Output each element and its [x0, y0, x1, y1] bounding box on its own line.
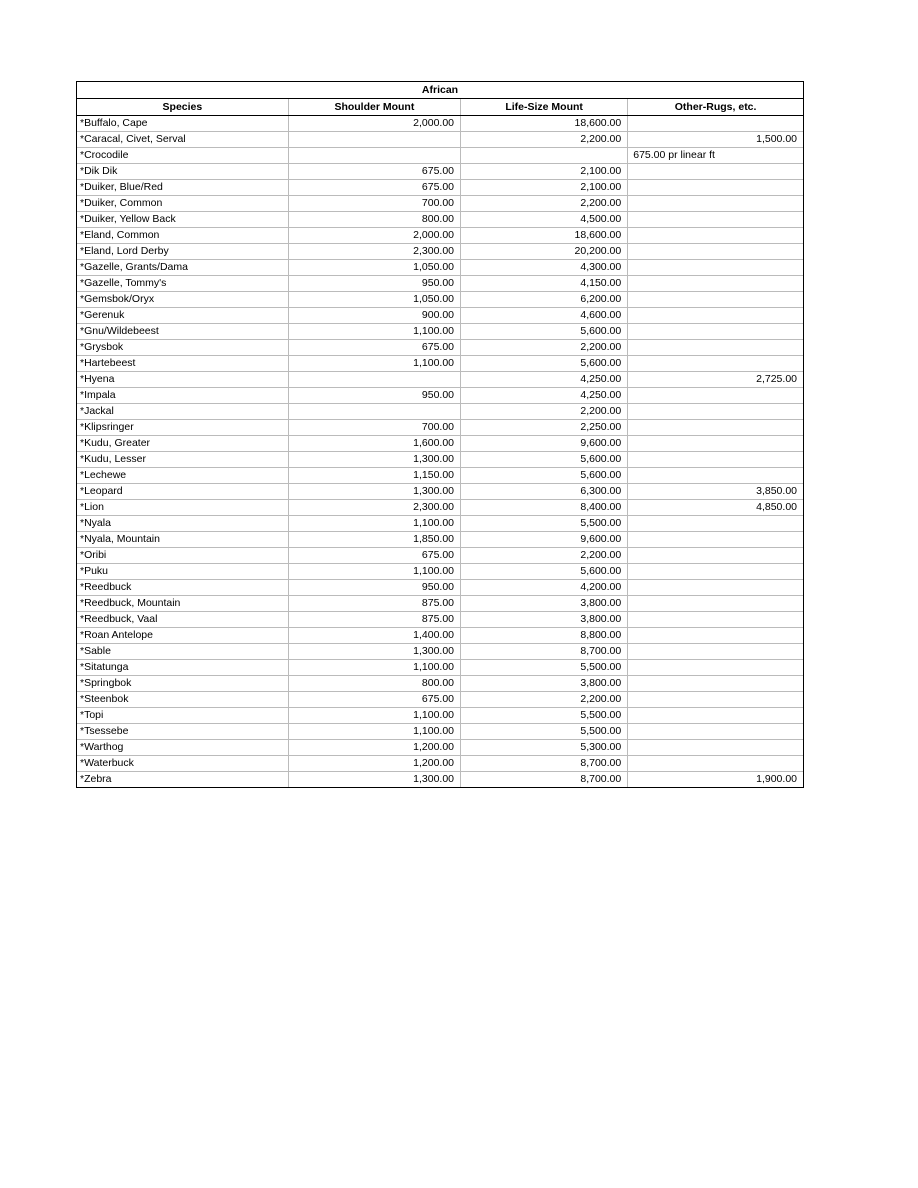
shoulder-mount-cell: 1,150.00 [288, 468, 460, 484]
life-size-mount-cell: 4,600.00 [461, 308, 628, 324]
shoulder-mount-cell: 1,300.00 [288, 772, 460, 788]
life-size-mount-cell: 5,600.00 [461, 468, 628, 484]
price-table-container [76, 81, 804, 788]
table-row [77, 484, 803, 500]
shoulder-mount-cell: 675.00 [288, 548, 460, 564]
other-rugs-cell [628, 244, 803, 260]
species-cell: *Kudu, Greater [77, 436, 288, 452]
other-rugs-cell: 4,850.00 [628, 500, 803, 516]
other-rugs-cell [628, 644, 803, 660]
table-row [77, 740, 803, 756]
shoulder-mount-cell: 800.00 [288, 212, 460, 228]
species-cell: *Jackal [77, 404, 288, 420]
species-cell: *Gerenuk [77, 308, 288, 324]
species-cell: *Reedbuck, Vaal [77, 612, 288, 628]
table-row [77, 612, 803, 628]
other-rugs-cell: 675.00 pr linear ft [628, 148, 803, 164]
other-rugs-cell [628, 260, 803, 276]
table-row [77, 580, 803, 596]
shoulder-mount-cell: 875.00 [288, 596, 460, 612]
table-row [77, 628, 803, 644]
table-row [77, 452, 803, 468]
life-size-mount-cell: 6,200.00 [461, 292, 628, 308]
table-row [77, 436, 803, 452]
species-cell: *Hartebeest [77, 356, 288, 372]
other-rugs-cell [628, 196, 803, 212]
shoulder-mount-cell [288, 404, 460, 420]
table-row [77, 356, 803, 372]
species-cell: *Puku [77, 564, 288, 580]
shoulder-mount-cell: 1,400.00 [288, 628, 460, 644]
table-row [77, 292, 803, 308]
life-size-mount-cell: 8,700.00 [461, 756, 628, 772]
other-rugs-cell [628, 628, 803, 644]
shoulder-mount-cell: 950.00 [288, 388, 460, 404]
life-size-mount-cell: 5,600.00 [461, 452, 628, 468]
other-rugs-cell [628, 116, 803, 132]
other-rugs-cell [628, 276, 803, 292]
species-cell: *Roan Antelope [77, 628, 288, 644]
table-row [77, 388, 803, 404]
column-header-row [77, 99, 803, 116]
species-cell: *Crocodile [77, 148, 288, 164]
other-rugs-cell [628, 436, 803, 452]
life-size-mount-cell: 5,500.00 [461, 516, 628, 532]
table-row [77, 132, 803, 148]
species-cell: *Gemsbok/Oryx [77, 292, 288, 308]
shoulder-mount-cell: 700.00 [288, 196, 460, 212]
species-cell: *Sable [77, 644, 288, 660]
shoulder-mount-cell: 2,300.00 [288, 500, 460, 516]
shoulder-mount-cell: 2,000.00 [288, 228, 460, 244]
table-row [77, 644, 803, 660]
species-cell: *Grysbok [77, 340, 288, 356]
table-row [77, 324, 803, 340]
species-cell: *Topi [77, 708, 288, 724]
life-size-mount-cell: 4,200.00 [461, 580, 628, 596]
table-title: African [77, 82, 803, 99]
other-rugs-cell [628, 340, 803, 356]
species-cell: *Buffalo, Cape [77, 116, 288, 132]
other-rugs-cell [628, 660, 803, 676]
species-cell: *Gazelle, Grants/Dama [77, 260, 288, 276]
species-cell: *Leopard [77, 484, 288, 500]
shoulder-mount-cell: 700.00 [288, 420, 460, 436]
other-rugs-cell [628, 548, 803, 564]
table-row [77, 180, 803, 196]
shoulder-mount-cell: 1,100.00 [288, 708, 460, 724]
shoulder-mount-cell: 1,100.00 [288, 724, 460, 740]
life-size-mount-cell: 5,500.00 [461, 660, 628, 676]
species-cell: *Eland, Lord Derby [77, 244, 288, 260]
species-cell: *Nyala, Mountain [77, 532, 288, 548]
table-row [77, 308, 803, 324]
shoulder-mount-cell: 675.00 [288, 164, 460, 180]
other-rugs-cell [628, 596, 803, 612]
table-row [77, 692, 803, 708]
shoulder-mount-cell: 875.00 [288, 612, 460, 628]
table-row [77, 196, 803, 212]
header-shoulder-mount: Shoulder Mount [288, 99, 460, 116]
other-rugs-cell [628, 420, 803, 436]
shoulder-mount-cell: 2,300.00 [288, 244, 460, 260]
life-size-mount-cell: 3,800.00 [461, 596, 628, 612]
table-row [77, 244, 803, 260]
shoulder-mount-cell: 1,100.00 [288, 660, 460, 676]
table-row [77, 708, 803, 724]
shoulder-mount-cell: 1,050.00 [288, 260, 460, 276]
table-body [77, 116, 803, 788]
other-rugs-cell [628, 292, 803, 308]
header-species: Species [77, 99, 288, 116]
species-cell: *Kudu, Lesser [77, 452, 288, 468]
shoulder-mount-cell: 900.00 [288, 308, 460, 324]
table-row [77, 756, 803, 772]
species-cell: *Oribi [77, 548, 288, 564]
species-cell: *Hyena [77, 372, 288, 388]
species-cell: *Duiker, Yellow Back [77, 212, 288, 228]
life-size-mount-cell: 2,200.00 [461, 548, 628, 564]
other-rugs-cell [628, 452, 803, 468]
shoulder-mount-cell: 950.00 [288, 276, 460, 292]
life-size-mount-cell: 8,700.00 [461, 772, 628, 788]
life-size-mount-cell: 3,800.00 [461, 676, 628, 692]
table-row [77, 116, 803, 132]
table-row [77, 468, 803, 484]
life-size-mount-cell: 18,600.00 [461, 228, 628, 244]
life-size-mount-cell: 4,150.00 [461, 276, 628, 292]
life-size-mount-cell: 5,600.00 [461, 324, 628, 340]
table-row [77, 164, 803, 180]
header-other-rugs: Other-Rugs, etc. [628, 99, 803, 116]
shoulder-mount-cell: 1,100.00 [288, 356, 460, 372]
species-cell: *Caracal, Civet, Serval [77, 132, 288, 148]
table-row [77, 772, 803, 788]
other-rugs-cell [628, 212, 803, 228]
species-cell: *Klipsringer [77, 420, 288, 436]
life-size-mount-cell: 4,250.00 [461, 388, 628, 404]
other-rugs-cell [628, 580, 803, 596]
life-size-mount-cell: 3,800.00 [461, 612, 628, 628]
life-size-mount-cell: 2,200.00 [461, 340, 628, 356]
table-row [77, 596, 803, 612]
life-size-mount-cell: 8,800.00 [461, 628, 628, 644]
species-cell: *Reedbuck [77, 580, 288, 596]
species-cell: *Gazelle, Tommy's [77, 276, 288, 292]
other-rugs-cell: 1,900.00 [756, 773, 797, 785]
shoulder-mount-cell: 675.00 [288, 180, 460, 196]
table-row [77, 228, 803, 244]
other-rugs-cell [628, 228, 803, 244]
table-row [77, 564, 803, 580]
life-size-mount-cell: 5,500.00 [461, 708, 628, 724]
other-rugs-cell [628, 468, 803, 484]
other-rugs-cell [628, 692, 803, 708]
shoulder-mount-cell: 1,200.00 [288, 756, 460, 772]
table-row [77, 212, 803, 228]
species-cell: *Lechewe [77, 468, 288, 484]
table-row [77, 420, 803, 436]
table-row [77, 676, 803, 692]
species-cell: *Duiker, Common [77, 196, 288, 212]
header-life-size-mount: Life-Size Mount [461, 99, 628, 116]
shoulder-mount-cell: 1,300.00 [288, 484, 460, 500]
other-rugs-cell [628, 324, 803, 340]
table-row [77, 532, 803, 548]
life-size-mount-cell: 5,600.00 [461, 564, 628, 580]
table-row [77, 404, 803, 420]
life-size-mount-cell: 2,200.00 [461, 132, 628, 148]
life-size-mount-cell: 2,250.00 [461, 420, 628, 436]
life-size-mount-cell: 5,600.00 [461, 356, 628, 372]
other-rugs-cell [628, 164, 803, 180]
other-rugs-cell [628, 388, 803, 404]
other-rugs-cell [628, 404, 803, 420]
other-rugs-cell [628, 180, 803, 196]
shoulder-mount-cell: 1,300.00 [288, 452, 460, 468]
life-size-mount-cell: 5,300.00 [461, 740, 628, 756]
life-size-mount-cell: 4,500.00 [461, 212, 628, 228]
table-row [77, 500, 803, 516]
species-cell: *Nyala [77, 516, 288, 532]
shoulder-mount-cell: 1,850.00 [288, 532, 460, 548]
other-rugs-cell: 3,850.00 [628, 484, 803, 500]
life-size-mount-cell: 2,200.00 [461, 196, 628, 212]
other-rugs-cell [628, 708, 803, 724]
life-size-mount-cell: 9,600.00 [461, 436, 628, 452]
species-cell: *Tsessebe [77, 724, 288, 740]
species-cell: *Reedbuck, Mountain [77, 596, 288, 612]
life-size-mount-cell: 2,200.00 [461, 404, 628, 420]
life-size-mount-cell: 2,100.00 [461, 180, 628, 196]
other-rugs-cell [628, 532, 803, 548]
species-cell: *Impala [77, 388, 288, 404]
shoulder-mount-cell: 1,600.00 [288, 436, 460, 452]
shoulder-mount-cell [288, 148, 460, 164]
other-rugs-cell [628, 724, 803, 740]
life-size-mount-cell: 2,200.00 [461, 692, 628, 708]
other-rugs-cell [628, 308, 803, 324]
life-size-mount-cell [461, 148, 628, 164]
life-size-mount-cell: 4,300.00 [461, 260, 628, 276]
life-size-mount-cell: 8,700.00 [461, 644, 628, 660]
species-cell: *Duiker, Blue/Red [77, 180, 288, 196]
table-row [77, 340, 803, 356]
table-row [77, 372, 803, 388]
table-row [77, 516, 803, 532]
species-cell: *Lion [77, 500, 288, 516]
other-rugs-cell [628, 740, 803, 756]
life-size-mount-cell: 5,500.00 [461, 724, 628, 740]
species-cell: *Gnu/Wildebeest [77, 324, 288, 340]
shoulder-mount-cell: 1,100.00 [288, 564, 460, 580]
table-row [77, 724, 803, 740]
life-size-mount-cell: 2,100.00 [461, 164, 628, 180]
other-rugs-cell [628, 564, 803, 580]
life-size-mount-cell: 9,600.00 [461, 532, 628, 548]
shoulder-mount-cell: 1,050.00 [288, 292, 460, 308]
table-row [77, 660, 803, 676]
other-rugs-cell [628, 612, 803, 628]
life-size-mount-cell: 4,250.00 [461, 372, 628, 388]
life-size-mount-cell: 8,400.00 [461, 500, 628, 516]
shoulder-mount-cell: 1,100.00 [288, 324, 460, 340]
other-rugs-cell [628, 676, 803, 692]
table-row [77, 548, 803, 564]
shoulder-mount-cell: 1,200.00 [288, 740, 460, 756]
shoulder-mount-cell [288, 132, 460, 148]
shoulder-mount-cell: 675.00 [288, 692, 460, 708]
shoulder-mount-cell: 1,100.00 [288, 516, 460, 532]
shoulder-mount-cell: 2,000.00 [288, 116, 460, 132]
table-row [77, 276, 803, 292]
species-cell: *Sitatunga [77, 660, 288, 676]
other-rugs-cell [628, 356, 803, 372]
shoulder-mount-cell: 800.00 [288, 676, 460, 692]
species-cell: *Waterbuck [77, 756, 288, 772]
species-cell: *Warthog [77, 740, 288, 756]
species-cell: *Dik Dik [77, 164, 288, 180]
shoulder-mount-cell: 675.00 [288, 340, 460, 356]
table-title-row [77, 82, 803, 99]
shoulder-mount-cell: 950.00 [288, 580, 460, 596]
life-size-mount-cell: 20,200.00 [461, 244, 628, 260]
other-rugs-cell [628, 516, 803, 532]
species-cell: *Steenbok [77, 692, 288, 708]
other-rugs-cell: 2,725.00 [628, 372, 803, 388]
species-cell: *Springbok [77, 676, 288, 692]
shoulder-mount-cell: 1,300.00 [288, 644, 460, 660]
life-size-mount-cell: 6,300.00 [461, 484, 628, 500]
other-rugs-cell: 1,500.00 [628, 132, 803, 148]
table-row [77, 260, 803, 276]
shoulder-mount-cell [288, 372, 460, 388]
table-row [77, 148, 803, 164]
life-size-mount-cell: 18,600.00 [461, 116, 628, 132]
species-cell: *Eland, Common [77, 228, 288, 244]
species-cell: *Zebra [77, 772, 288, 788]
price-table [77, 82, 803, 787]
other-rugs-cell [628, 756, 803, 772]
